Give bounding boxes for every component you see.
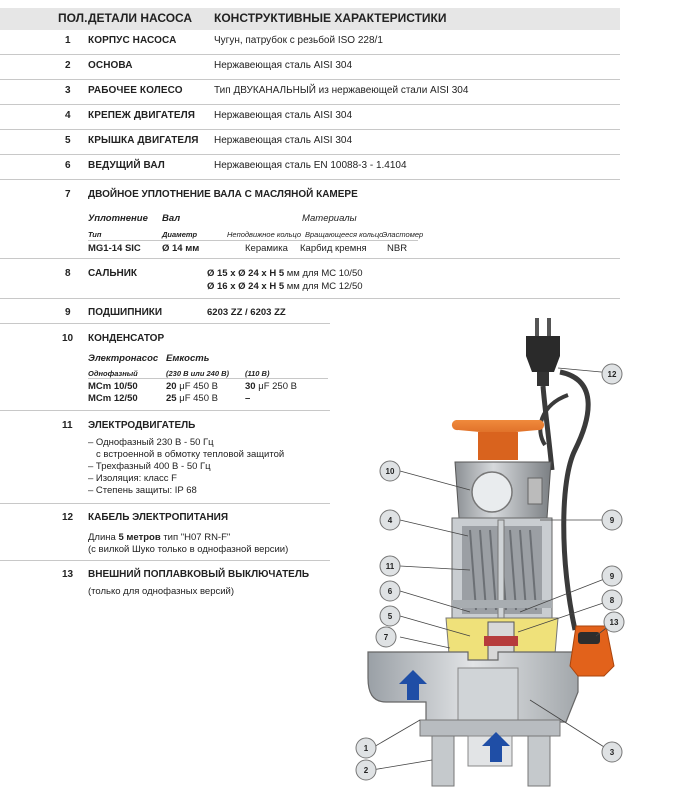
row-value: Нержавеющая сталь EN 10088-3 - 1.4104 <box>214 160 407 171</box>
mechanical-seal <box>484 636 518 646</box>
svg-text:9: 9 <box>609 572 615 581</box>
float-cable <box>560 372 588 630</box>
sub-diameter: Диаметр <box>162 230 198 239</box>
svg-text:6: 6 <box>387 587 393 596</box>
row-name: КРЕПЕЖ ДВИГАТЕЛЯ <box>88 110 195 121</box>
svg-text:7: 7 <box>383 633 389 642</box>
svg-text:12: 12 <box>607 370 617 379</box>
sub-voltage-2: (110 В) <box>245 369 270 378</box>
motor-line: – Степень защиты: IP 68 <box>88 485 197 496</box>
sub-voltage-1: (230 В или 240 В) <box>166 369 230 378</box>
svg-text:8: 8 <box>609 596 615 605</box>
motor-line: – Изоляция: класс F <box>88 473 177 484</box>
row-value: 6203 ZZ / 6203 ZZ <box>207 307 286 318</box>
callout-6 <box>380 581 400 601</box>
row-name: ОСНОВА <box>88 60 133 71</box>
callout-4 <box>380 510 400 530</box>
row-name: КОНДЕНСАТОР <box>88 333 165 344</box>
power-cable <box>543 386 552 470</box>
base <box>420 720 560 736</box>
cable-text: Длина <box>88 532 116 543</box>
seal-diameter: Ø 14 мм <box>162 243 200 254</box>
seal-fixed: Керамика <box>245 243 288 254</box>
row-value: Нержавеющая сталь AISI 304 <box>214 110 353 121</box>
cap-model: MCm 12/50 <box>88 393 138 404</box>
cap-value: – <box>245 393 251 404</box>
row-name: ДВОЙНОЕ УПЛОТНЕНИЕ ВАЛА С МАСЛЯНОЙ КАМЕРЕ <box>88 189 358 200</box>
callout-3 <box>602 742 622 762</box>
row-number: 4 <box>65 110 71 121</box>
gland-dims-2: Ø 16 x Ø 24 x H 5 <box>207 281 285 292</box>
seal-elastomer: NBR <box>387 243 408 254</box>
row-number: 1 <box>65 35 71 46</box>
row-number: 13 <box>62 569 74 580</box>
pump-col-label: Электронасос <box>88 353 159 364</box>
row-name: КАБЕЛЬ ЭЛЕКТРОПИТАНИЯ <box>88 512 229 523</box>
schuko-plug-icon <box>526 318 560 386</box>
header-pos: ПОЛ. <box>58 11 88 25</box>
cap-unit: μF 450 В <box>179 393 218 404</box>
motor-line: с встроенной в обмотку тепловой защитой <box>96 449 285 460</box>
svg-text:9: 9 <box>609 516 615 525</box>
row-number: 12 <box>62 512 74 523</box>
callout-13 <box>604 612 624 632</box>
row-number: 11 <box>62 420 73 431</box>
row-number: 6 <box>65 160 71 171</box>
float-note: (только для однофазных версий) <box>88 586 235 597</box>
sub-elastomer: Эластомер <box>382 230 424 239</box>
cap-unit: μF 250 В <box>258 381 297 392</box>
seal-rotating: Карбид кремня <box>300 243 367 254</box>
cable-length: 5 метров <box>118 532 161 543</box>
sub-phase: Однофазный <box>88 369 138 378</box>
sub-rotating: Вращающееся кольцо <box>305 230 384 239</box>
cap-value: 25 <box>166 393 177 404</box>
svg-text:2: 2 <box>363 766 369 775</box>
row-name: ЭЛЕКТРОДВИГАТЕЛЬ <box>88 420 196 431</box>
svg-text:4: 4 <box>387 516 393 525</box>
motor-line: – Однофазный 230 В - 50 Гц <box>88 437 214 448</box>
svg-text:10: 10 <box>385 467 395 476</box>
callout-11 <box>380 556 400 576</box>
gland-note-1: мм для MC 10/50 <box>286 268 363 279</box>
svg-text:11: 11 <box>385 562 395 571</box>
header-specs: КОНСТРУКТИВНЫЕ ХАРАКТЕРИСТИКИ <box>214 11 447 25</box>
row-number: 2 <box>65 60 71 71</box>
seal-col-label: Уплотнение <box>88 213 148 224</box>
row-name: ПОДШИПНИКИ <box>88 307 163 318</box>
cable-type: тип "H07 RN-F" <box>163 532 231 543</box>
materials-col-label: Материалы <box>302 213 357 224</box>
gland-note-2: мм для MC 12/50 <box>286 281 363 292</box>
callout-9 <box>602 510 622 530</box>
gland-dims-1: Ø 15 x Ø 24 x H 5 <box>207 268 285 279</box>
svg-text:3: 3 <box>609 748 615 757</box>
svg-text:1: 1 <box>363 744 369 753</box>
motor-line: – Трехфазный 400 В - 50 Гц <box>88 461 211 472</box>
cap-value: 30 <box>245 381 256 392</box>
row-number: 3 <box>65 85 71 96</box>
cap-model: MCm 10/50 <box>88 381 138 392</box>
callout-12 <box>602 364 622 384</box>
callout-1 <box>356 738 376 758</box>
cap-col-label: Емкость <box>166 353 210 364</box>
handle-icon <box>452 420 544 460</box>
cap-unit: μF 450 В <box>179 381 218 392</box>
header-details: ДЕТАЛИ НАСОСА <box>88 11 193 25</box>
cable-note: (с вилкой Шуко только в однофазной версии) <box>88 544 289 555</box>
svg-text:13: 13 <box>609 618 619 627</box>
row-value: Тип ДВУКАНАЛЬНЫЙ из нержавеющей стали AISI 304 <box>214 85 469 96</box>
shaft-col-label: Вал <box>162 213 181 224</box>
row-number: 8 <box>65 268 71 279</box>
row-name: САЛЬНИК <box>88 268 138 279</box>
seal-type: MG1-14 SIC <box>88 243 141 254</box>
cap-value: 20 <box>166 381 177 392</box>
row-number: 7 <box>65 189 71 200</box>
capacitor-icon <box>472 472 512 512</box>
row-value: Нержавеющая сталь AISI 304 <box>214 60 353 71</box>
callout-7 <box>376 627 396 647</box>
callout-2 <box>356 760 376 780</box>
row-value: Нержавеющая сталь AISI 304 <box>214 135 353 146</box>
row-name: РАБОЧЕЕ КОЛЕСО <box>88 85 183 96</box>
callout-10 <box>380 461 400 481</box>
row-name: КОРПУС НАСОСА <box>88 35 177 46</box>
row-value: Чугун, патрубок с резьбой ISO 228/1 <box>214 35 383 46</box>
row-name: ВЕДУЩИЙ ВАЛ <box>88 160 165 171</box>
sub-type: Тип <box>88 230 102 239</box>
callout-9b <box>602 566 622 586</box>
row-number: 10 <box>62 333 74 344</box>
svg-text:5: 5 <box>387 612 393 621</box>
callout-8 <box>602 590 622 610</box>
sub-fixed: Неподвижное кольцо <box>227 230 302 239</box>
callout-5 <box>380 606 400 626</box>
row-number: 5 <box>65 135 71 146</box>
row-name: ВНЕШНИЙ ПОПЛАВКОВЫЙ ВЫКЛЮЧАТЕЛЬ <box>88 569 310 580</box>
row-name: КРЫШКА ДВИГАТЕЛЯ <box>88 135 199 146</box>
row-number: 9 <box>65 307 71 318</box>
float-switch-icon <box>570 626 614 676</box>
